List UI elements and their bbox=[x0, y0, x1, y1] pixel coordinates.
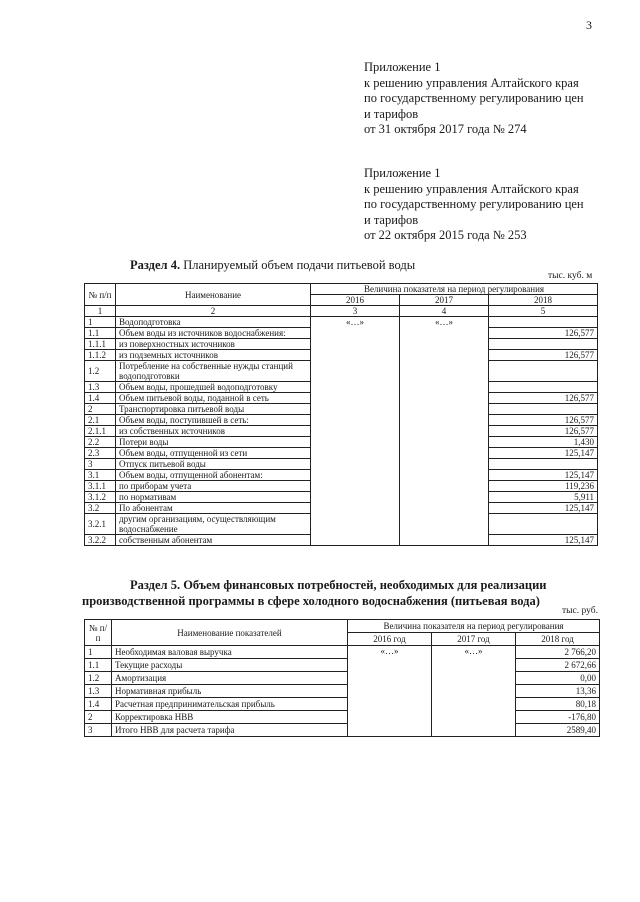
row-name: По абонентам bbox=[116, 503, 311, 514]
value-2018 bbox=[489, 514, 598, 535]
row-name: Корректировка НВВ bbox=[112, 711, 348, 724]
header-period: Величина показателя на период регулирования bbox=[311, 284, 598, 295]
header-period: Величина показателя на период регулирования bbox=[348, 620, 600, 633]
row-code: 2.1 bbox=[85, 415, 116, 426]
header-year: 2018 bbox=[489, 295, 598, 306]
row-code: 1 bbox=[85, 646, 112, 659]
row-code: 1 bbox=[85, 317, 116, 328]
row-code: 2 bbox=[85, 711, 112, 724]
column-number: 1 bbox=[85, 306, 116, 317]
column-number: 5 bbox=[489, 306, 598, 317]
row-name: из подземных источников bbox=[116, 350, 311, 361]
row-name: Транспортировка питьевой воды bbox=[116, 404, 311, 415]
period-placeholder: «…» bbox=[400, 317, 489, 546]
appendix-line: по государственному регулированию цен bbox=[364, 91, 584, 105]
table-row bbox=[85, 659, 600, 672]
section4-title: Планируемый объем подачи питьевой воды bbox=[183, 258, 416, 272]
header-year: 2016 bbox=[311, 295, 400, 306]
table-row bbox=[85, 317, 598, 328]
table-row bbox=[85, 672, 600, 685]
row-code: 2.3 bbox=[85, 448, 116, 459]
table-header-row bbox=[85, 620, 600, 633]
row-code: 3 bbox=[85, 459, 116, 470]
row-code: 3.2.2 bbox=[85, 535, 116, 546]
header-year: 2018 год bbox=[516, 633, 600, 646]
row-name: собственным абонентам bbox=[116, 535, 311, 546]
table-column-numbers-row bbox=[85, 306, 598, 317]
header-name: Наименование показателей bbox=[112, 620, 348, 646]
row-code: 3 bbox=[85, 724, 112, 737]
value-2018 bbox=[489, 317, 598, 328]
value-2018: 80,18 bbox=[516, 698, 600, 711]
value-2018 bbox=[489, 361, 598, 382]
row-code: 2.1.1 bbox=[85, 426, 116, 437]
row-name: Объем питьевой воды, поданной в сеть bbox=[116, 393, 311, 404]
row-name: Текущие расходы bbox=[112, 659, 348, 672]
row-code: 3.1 bbox=[85, 470, 116, 481]
value-2018: 2589,40 bbox=[516, 724, 600, 737]
value-2018: 126,577 bbox=[489, 328, 598, 339]
value-2018: -176,80 bbox=[516, 711, 600, 724]
header-name: Наименование bbox=[116, 284, 311, 306]
value-2018: 2 672,66 bbox=[516, 659, 600, 672]
row-name: другим организациям, осуществляющим водоснабжение bbox=[116, 514, 311, 535]
value-2018 bbox=[489, 382, 598, 393]
appendix-line: и тарифов bbox=[364, 106, 419, 121]
row-code: 3.1.1 bbox=[85, 481, 116, 492]
row-code: 1.1.1 bbox=[85, 339, 116, 350]
section5-table bbox=[84, 619, 600, 737]
value-2018: 125,147 bbox=[489, 470, 598, 481]
value-2018: 119,236 bbox=[489, 481, 598, 492]
table-row bbox=[85, 724, 600, 737]
row-code: 1.4 bbox=[85, 698, 112, 711]
row-name: Расчетная предпринимательская прибыль bbox=[112, 698, 348, 711]
appendix-line: Приложение 1 bbox=[364, 60, 441, 74]
row-name: по нормативам bbox=[116, 492, 311, 503]
table-row bbox=[85, 711, 600, 724]
row-name: Водоподготовка bbox=[116, 317, 311, 328]
table-row bbox=[85, 698, 600, 711]
row-name: Потребление на собственные нужды станций водоподготовки bbox=[116, 361, 311, 382]
table-header-row bbox=[85, 284, 598, 295]
period-placeholder: «…» bbox=[348, 646, 432, 737]
value-2018: 125,147 bbox=[489, 535, 598, 546]
section4-unit: тыс. куб. м bbox=[548, 271, 593, 281]
section4-table-body bbox=[85, 284, 598, 546]
row-name: по приборам учета bbox=[116, 481, 311, 492]
value-2018: 125,147 bbox=[489, 448, 598, 459]
section5-table-body bbox=[85, 620, 600, 737]
section5-label: Раздел 5. bbox=[130, 578, 181, 592]
row-code: 1.1.2 bbox=[85, 350, 116, 361]
row-code: 3.2 bbox=[85, 503, 116, 514]
value-2018 bbox=[489, 404, 598, 415]
row-name: Объем воды, поступившей в сеть: bbox=[116, 415, 311, 426]
value-2018 bbox=[489, 459, 598, 470]
row-name: из поверхностных источников bbox=[116, 339, 311, 350]
value-2018: 2 766,20 bbox=[516, 646, 600, 659]
header-year: 2017 bbox=[400, 295, 489, 306]
row-name: из собственных источников bbox=[116, 426, 311, 437]
row-code: 1.1 bbox=[85, 328, 116, 339]
section5-heading bbox=[82, 578, 597, 609]
header-year: 2017 год bbox=[432, 633, 516, 646]
row-code: 1.3 bbox=[85, 382, 116, 393]
value-2018: 126,577 bbox=[489, 350, 598, 361]
table-row bbox=[85, 646, 600, 659]
row-name: Объем воды, отпущенной из сети bbox=[116, 448, 311, 459]
row-code: 1.3 bbox=[85, 685, 112, 698]
value-2018: 13,36 bbox=[516, 685, 600, 698]
appendix-line: Приложение 1 bbox=[364, 166, 441, 180]
section4-table bbox=[84, 283, 598, 546]
row-code: 3.1.2 bbox=[85, 492, 116, 503]
column-number: 2 bbox=[116, 306, 311, 317]
row-code: 1.2 bbox=[85, 672, 112, 685]
value-2018: 5,911 bbox=[489, 492, 598, 503]
row-name: Нормативная прибыль bbox=[112, 685, 348, 698]
header-num: № п/п bbox=[85, 620, 112, 646]
value-2018 bbox=[489, 339, 598, 350]
row-code: 1.1 bbox=[85, 659, 112, 672]
row-code: 1.4 bbox=[85, 393, 116, 404]
value-2018: 0,00 bbox=[516, 672, 600, 685]
row-code: 2.2 bbox=[85, 437, 116, 448]
column-number: 4 bbox=[400, 306, 489, 317]
value-2018: 126,577 bbox=[489, 415, 598, 426]
section5-title: Объем финансовых потребностей, необходимых для реализации производственной программы в сфере холодного водоснабжения (питьевая вода) bbox=[82, 578, 547, 608]
section5-unit: тыс. руб. bbox=[562, 606, 598, 616]
header-num: № п/п bbox=[85, 284, 116, 306]
period-placeholder: «…» bbox=[432, 646, 516, 737]
row-name: Объем воды, отпущенной абонентам: bbox=[116, 470, 311, 481]
appendix-original-block bbox=[364, 166, 584, 244]
appendix-line: к решению управления Алтайского края bbox=[364, 181, 579, 196]
row-code: 1.2 bbox=[85, 361, 116, 382]
row-name: Итого НВВ для расчета тарифа bbox=[112, 724, 348, 737]
appendix-line: от 22 октября 2015 года № 253 bbox=[364, 228, 527, 242]
header-year: 2016 год bbox=[348, 633, 432, 646]
value-2018: 1,430 bbox=[489, 437, 598, 448]
row-code: 2 bbox=[85, 404, 116, 415]
page-number: 3 bbox=[586, 18, 592, 32]
row-name: Амортизация bbox=[112, 672, 348, 685]
appendix-line: к решению управления Алтайского края bbox=[364, 75, 579, 90]
appendix-line: по государственному регулированию цен bbox=[364, 197, 584, 211]
row-name: Потери воды bbox=[116, 437, 311, 448]
section4-label: Раздел 4. bbox=[130, 258, 181, 272]
appendix-line: от 31 октября 2017 года № 274 bbox=[364, 122, 527, 136]
value-2018: 126,577 bbox=[489, 426, 598, 437]
row-name: Необходимая валовая выручка bbox=[112, 646, 348, 659]
row-name: Отпуск питьевой воды bbox=[116, 459, 311, 470]
column-number: 3 bbox=[311, 306, 400, 317]
table-row bbox=[85, 685, 600, 698]
section4-heading bbox=[130, 258, 415, 274]
period-placeholder: «…» bbox=[311, 317, 400, 546]
row-name: Объем воды из источников водоснабжения: bbox=[116, 328, 311, 339]
value-2018: 126,577 bbox=[489, 393, 598, 404]
row-code: 3.2.1 bbox=[85, 514, 116, 535]
value-2018: 125,147 bbox=[489, 503, 598, 514]
row-name: Объем воды, прошедшей водоподготовку bbox=[116, 382, 311, 393]
appendix-current-block bbox=[364, 60, 584, 138]
appendix-line: и тарифов bbox=[364, 212, 419, 227]
